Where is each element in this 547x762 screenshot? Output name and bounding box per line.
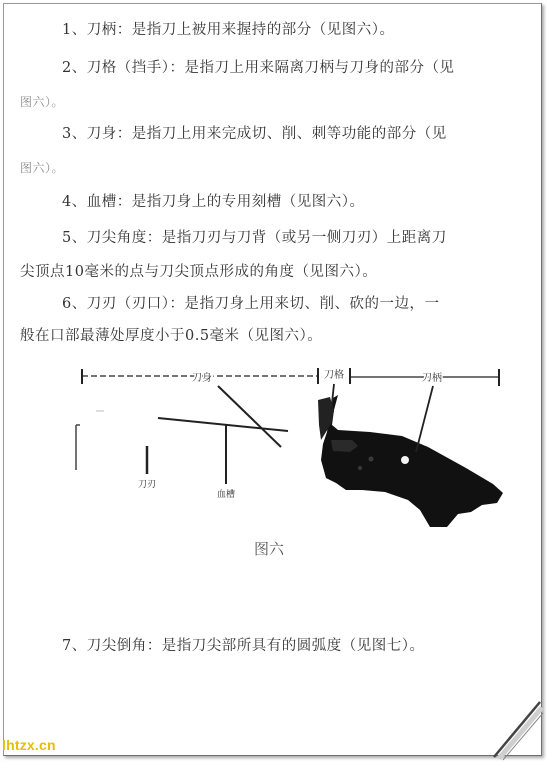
label-blade: 刀身: [192, 373, 212, 384]
paragraph-5-line-2: 尖顶点10毫米的点与刀尖顶点形成的角度（见图六）。: [20, 264, 378, 280]
paragraph-3-line-1: 3、刀身：是指刀上用来完成切、削、刺等功能的部分（见: [62, 126, 447, 142]
paragraph-6-line-2: 般在口部最薄处厚度小于0.5毫米（见图六）。: [20, 328, 323, 344]
paragraph-5-line-1: 5、刀尖角度：是指刀刃与刀背（或另一侧刀刃）上距离刀: [62, 230, 447, 246]
paragraph-7-line-1: 7、刀尖倒角：是指刀尖部所具有的圆弧度（见图七）。: [62, 638, 425, 654]
paragraph-2-line-2: 图六）。: [20, 95, 65, 109]
site-watermark: lhtzx.cn: [2, 737, 56, 753]
paragraph-1-line-1: 1、刀柄：是指刀上被用来握持的部分（见图六）。: [62, 22, 395, 38]
paragraph-2-line-1: 2、刀格（挡手）：是指刀上用来隔离刀柄与刀身的部分（见: [62, 60, 455, 76]
paragraph-3-line-2: 图六）。: [20, 161, 65, 175]
label-handle: 刀柄: [422, 373, 442, 384]
label-guard: 刀格: [324, 370, 344, 381]
paragraph-6-line-1: 6、刀刃（刃口）：是指刀身上用来切、削、砍的一边，一: [62, 296, 440, 312]
label-groove: 血槽: [216, 490, 236, 500]
paragraph-4-line-1: 4、血槽：是指刀身上的专用刻槽（见图六）。: [62, 194, 365, 210]
figure-caption: 图六: [254, 540, 285, 558]
label-edge: 刀刃: [137, 480, 157, 490]
